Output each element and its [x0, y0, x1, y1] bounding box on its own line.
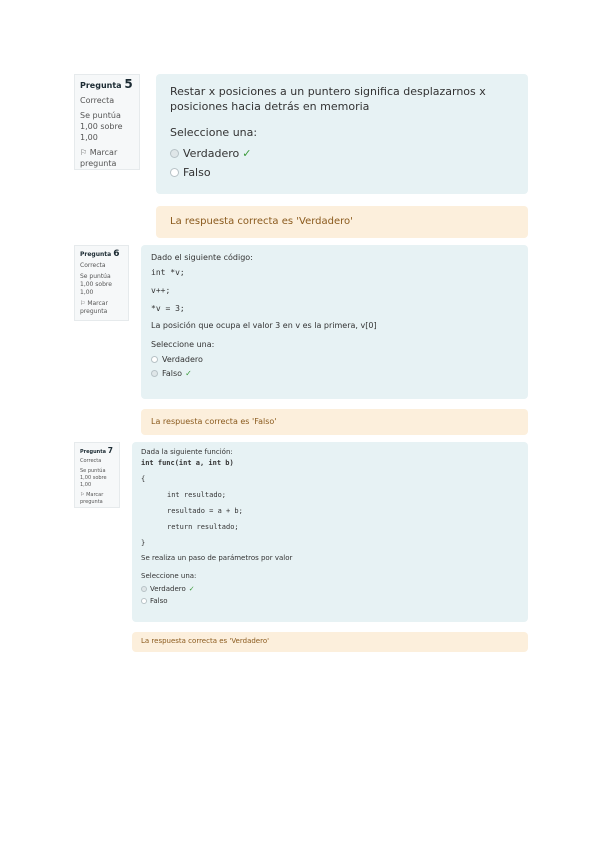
question-status: Correcta: [80, 458, 102, 464]
radio-button[interactable]: [151, 370, 158, 377]
option-label: Falso: [162, 369, 183, 378]
select-label: Seleccione una:: [151, 340, 215, 349]
option-verdadero[interactable]: [141, 585, 519, 593]
flag-question-link[interactable]: [80, 300, 123, 316]
flag-label: Marcar pregunta: [80, 492, 104, 505]
question-label: Pregunta: [80, 81, 122, 90]
question-content-7: [132, 442, 528, 622]
question-text: Restar x posiciones a un puntero significa desplazarnos x posiciones hacia detrás en memoria: [170, 85, 486, 113]
feedback-text: La respuesta correcta es 'Verdadero': [141, 637, 270, 645]
radio-button[interactable]: [141, 586, 147, 592]
flag-icon: ⚐: [80, 492, 85, 498]
question-statement: Se realiza un paso de parámetros por valor: [141, 554, 293, 562]
code-line: int resultado;: [167, 491, 227, 499]
feedback-5: [156, 206, 528, 238]
question-status: Correcta: [80, 262, 106, 269]
question-intro: Dado el siguiente código:: [151, 253, 253, 262]
code-line: }: [141, 539, 146, 547]
question-info-5: [74, 74, 140, 170]
question-number: 7: [107, 446, 113, 455]
option-label: Verdadero: [150, 585, 186, 593]
check-icon: ✓: [188, 585, 195, 593]
question-title: [80, 250, 123, 259]
flag-icon: ⚐: [80, 148, 88, 157]
select-label: Seleccione una:: [141, 572, 197, 580]
question-statement: La posición que ocupa el valor 3 en v es la primera, v[0]: [151, 321, 377, 330]
code-line: v++;: [151, 286, 171, 295]
option-falso[interactable]: [151, 369, 518, 378]
option-verdadero[interactable]: [151, 355, 518, 364]
question-title: [80, 79, 134, 91]
feedback-text: La respuesta correcta es 'Falso': [151, 417, 277, 426]
question-title: [80, 447, 114, 456]
option-falso[interactable]: [141, 597, 519, 605]
flag-question-link[interactable]: [80, 492, 114, 506]
question-content-6: [141, 245, 528, 399]
code-line: return resultado;: [167, 523, 239, 531]
select-label: Seleccione una:: [170, 126, 258, 139]
option-falso[interactable]: [170, 166, 514, 179]
radio-button[interactable]: [170, 168, 179, 177]
flag-label: Marcar pregunta: [80, 300, 108, 315]
check-icon: ✓: [185, 369, 192, 378]
option-label: Falso: [183, 166, 211, 179]
question-info-6: [74, 245, 129, 321]
radio-button[interactable]: [141, 598, 147, 604]
question-score: Se puntúa 1,00 sobre 1,00: [80, 273, 112, 296]
code-line: resultado = a + b;: [167, 507, 243, 515]
flag-label: Marcar pregunta: [80, 148, 118, 168]
question-info-7: [74, 442, 120, 508]
question-score: Se puntúa 1,00 sobre 1,00: [80, 111, 123, 142]
code-line: *v = 3;: [151, 304, 185, 313]
radio-button[interactable]: [170, 149, 179, 158]
flag-question-link[interactable]: [80, 147, 134, 169]
flag-icon: ⚐: [80, 300, 86, 307]
option-label: Falso: [150, 597, 168, 605]
question-label: Pregunta: [80, 449, 106, 455]
check-icon: ✓: [242, 147, 252, 160]
code-line: {: [141, 475, 146, 483]
option-label: Verdadero: [162, 355, 203, 364]
question-status: Correcta: [80, 96, 115, 105]
feedback-text: La respuesta correcta es 'Verdadero': [170, 216, 353, 227]
question-intro: Dada la siguiente función:: [141, 448, 233, 456]
option-verdadero[interactable]: [170, 147, 514, 160]
question-number: 6: [113, 249, 120, 259]
feedback-7: [132, 632, 528, 652]
question-label: Pregunta: [80, 251, 112, 258]
option-label: Verdadero: [183, 147, 240, 160]
question-content-5: [156, 74, 528, 194]
question-score: Se puntúa 1,00 sobre 1,00: [80, 468, 107, 488]
code-line: int *v;: [151, 268, 185, 277]
feedback-6: [141, 409, 528, 435]
question-number: 5: [124, 77, 133, 91]
code-line: int func(int a, int b): [141, 459, 234, 467]
radio-button[interactable]: [151, 356, 158, 363]
